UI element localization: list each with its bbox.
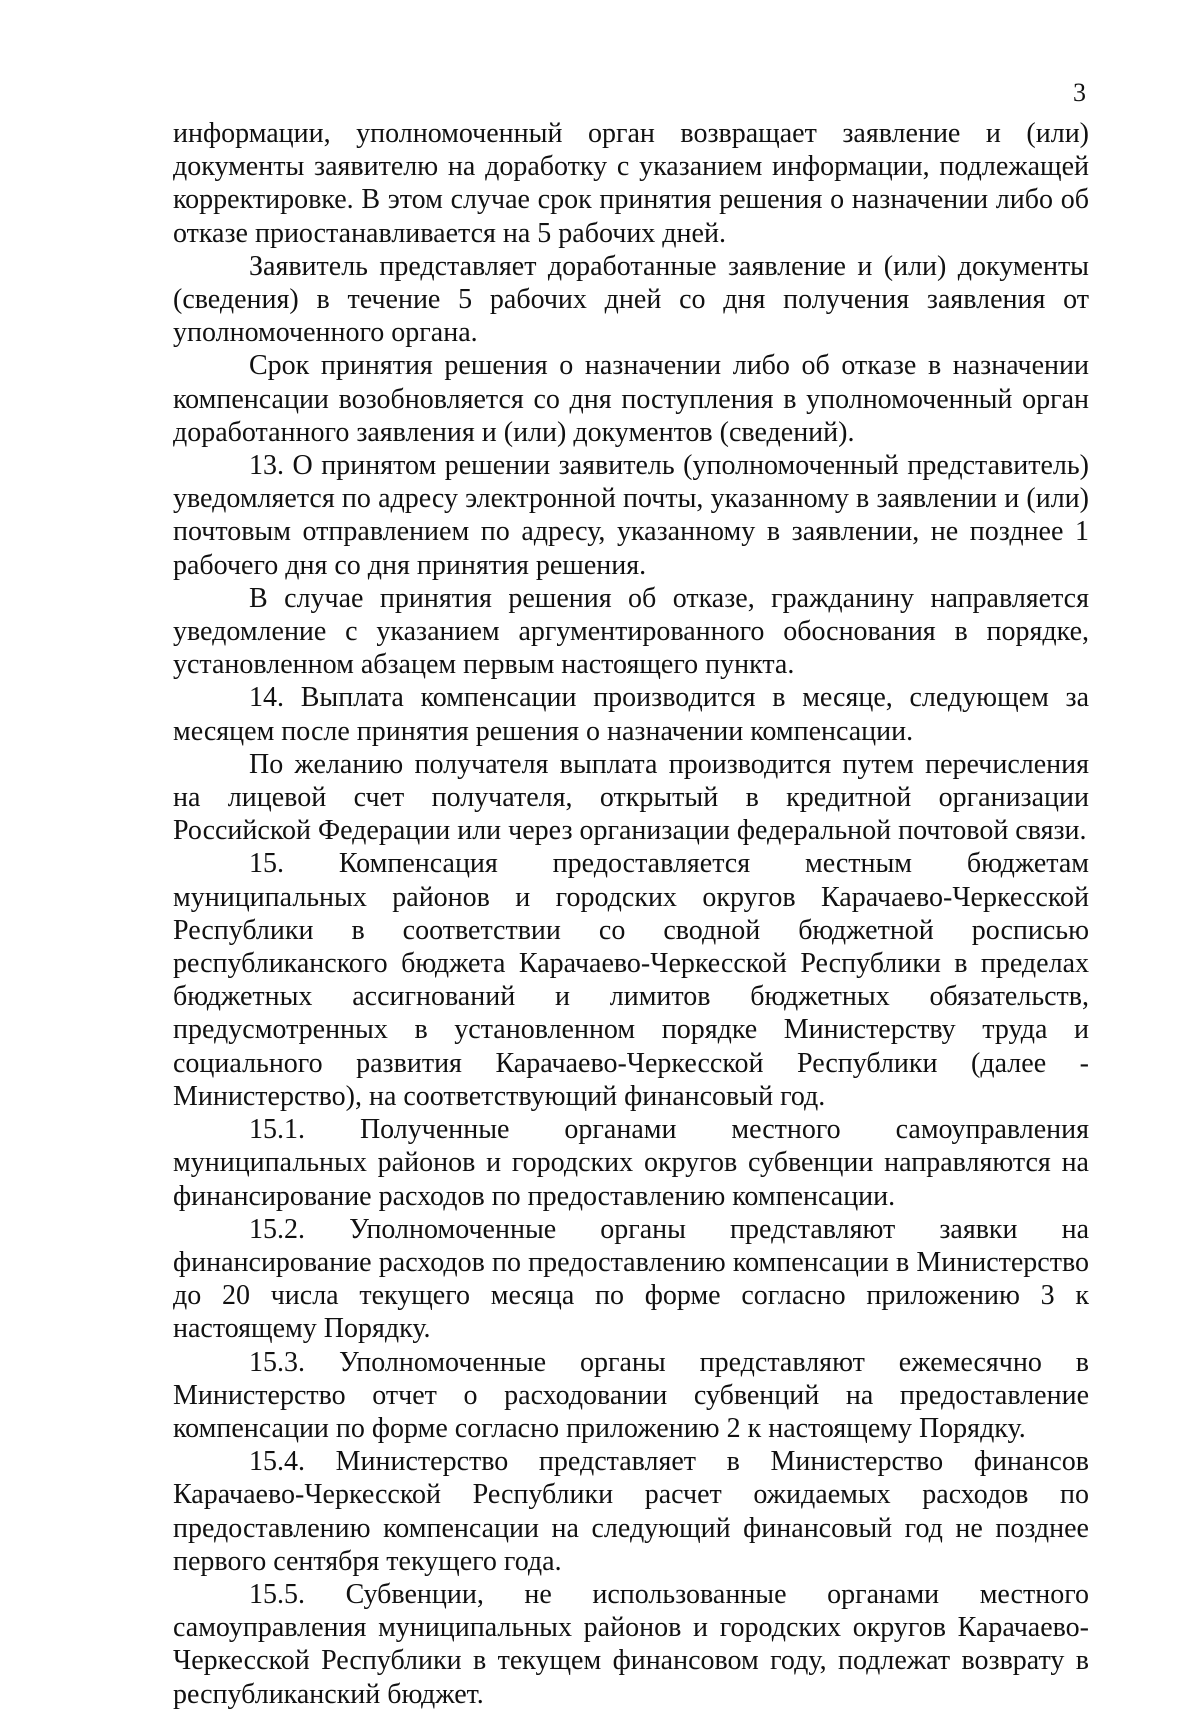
paragraph-item-15-2: 15.2. Уполномоченные органы представляют заявки на финансирование расходов по предоставлению компенсации в Министерство до 20 числа текущего месяца по форме согласно приложению 3 к настоящему Порядку. xyxy=(173,1213,1089,1345)
paragraph-item-14: 14. Выплата компенсации производится в месяце, следующем за месяцем после принятия решения о назначении компенсации. xyxy=(173,682,1089,747)
paragraph-item-15: 15. Компенсация предоставляется местным бюджетам муниципальных районов и городских округов Карачаево-Черкесской Республики в соответствии со сводной бюджетной росписью республиканского бюджета Карачаево-Черкесской Республики в пределах бюджетных ассигнований и лимитов бюджетных обязательств, предусмотренных в установленном порядке Министерству труда и социального развития Карачаево-Черкесской Республики (далее - Министерство), на соответствующий финансовый год. xyxy=(173,848,1089,1112)
paragraph-continuation: информации, уполномоченный орган возвращает заявление и (или) документы заявителю на доработку с указанием информации, подлежащей корректировке. В этом случае срок принятия решения о назначении либо об отказе приостанавливается на 5 рабочих дней. xyxy=(173,118,1089,249)
document-body xyxy=(173,117,1089,1711)
page-number: 3 xyxy=(1073,78,1086,107)
paragraph-item-15-4: 15.4. Министерство представляет в Министерство финансов Карачаево-Черкесской Республики расчет ожидаемых расходов по предоставлению компенсации на следующий финансовый год не позднее первого сентября текущего года. xyxy=(173,1446,1089,1577)
paragraph-term-resumption: Срок принятия решения о назначении либо об отказе в назначении компенсации возобновляется со дня поступления в уполномоченный орган доработанного заявления и (или) документов (сведений). xyxy=(173,350,1089,448)
paragraph-refusal-notice: В случае принятия решения об отказе, гражданину направляется уведомление с указанием аргументированного обоснования в порядке, установленном абзацем первым настоящего пункта. xyxy=(173,582,1089,681)
paragraph-item-13: 13. О принятом решении заявитель (уполномоченный представитель) уведомляется по адресу электронной почты, указанному в заявлении и (или) почтовым отправлением по адресу, указанному в заявлении, не позднее 1 рабочего дня со дня принятия решения. xyxy=(173,450,1089,581)
paragraph-item-15-1: 15.1. Полученные органами местного самоуправления муниципальных районов и городских округов субвенции направляются на финансирование расходов по предоставлению компенсации. xyxy=(173,1114,1089,1212)
paragraph-payment-method: По желанию получателя выплата производится путем перечисления на лицевой счет получателя, открытый в кредитной организации Российской Федерации или через организации федеральной почтовой связи. xyxy=(173,748,1089,847)
paragraph-revision-deadline: Заявитель представляет доработанные заявление и (или) документы (сведения) в течение 5 рабочих дней со дня получения заявления от уполномоченного органа. xyxy=(173,250,1089,349)
paragraph-item-15-5: 15.5. Субвенции, не использованные органами местного самоуправления муниципальных районов и городских округов Карачаево- Черкесской Республики в текущем финансовом году, подлежат возврату в республиканский бюджет. xyxy=(173,1578,1089,1710)
paragraph-item-15-3: 15.3. Уполномоченные органы представляют ежемесячно в Министерство отчет о расходовании субвенций на предоставление компенсации по форме согласно приложению 2 к настоящему Порядку. xyxy=(173,1346,1089,1444)
